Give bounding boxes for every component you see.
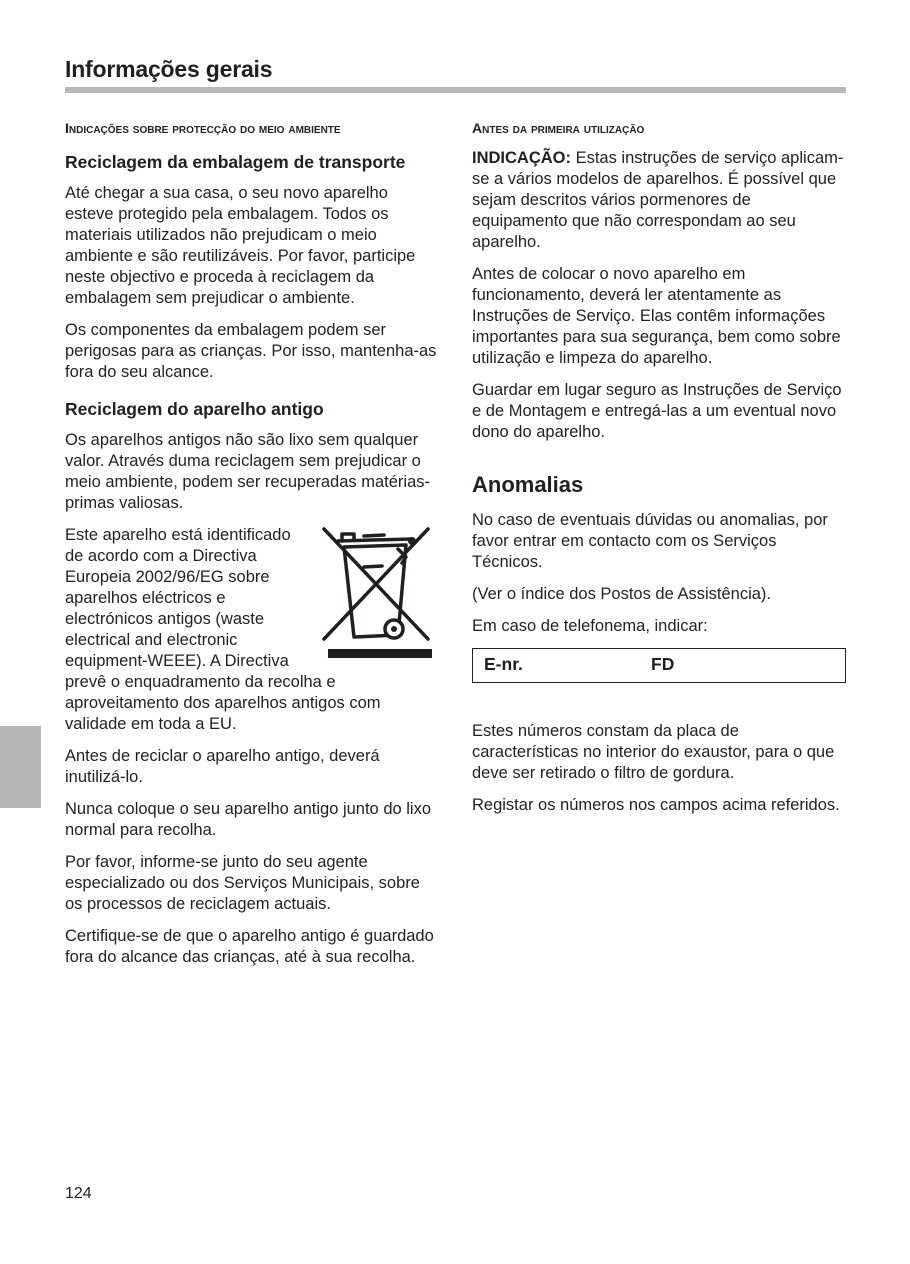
inform-paragraph: Por favor, informe-se junto do seu agente especializado ou dos Serviços Municipais, sobre os processos de reciclagem actuais.: [65, 853, 420, 913]
title-divider: [65, 87, 846, 93]
crossed-out-wheelie-bin-icon: [316, 527, 434, 659]
note-label: INDICAÇÃO:: [472, 149, 571, 167]
register-numbers-paragraph: Registar os números nos campos acima referidos.: [472, 796, 840, 814]
page-number: 124: [65, 1185, 92, 1202]
note-text: Estas instruções de serviço aplicam-se a vários modelos de aparelhos. É possível que sejam descritos vários pormenores de equipamento que não correspondam ao seu aparelho.: [472, 149, 844, 251]
packaging-paragraph: Até chegar a sua casa, o seu novo aparelho esteve protegido pela embalagem. Todos os materiais utilizados não prejudicam o meio ambiente e são reutilizáveis. Por favor, participe neste objectivo e proceda à reciclagem da embalagem sem prejudicar o ambiente.: [65, 184, 416, 307]
contact-paragraph: No caso de eventuais dúvidas ou anomalias, por favor entrar em contacto com os Serviços Técnicos.: [472, 511, 828, 571]
left-column: [65, 118, 440, 979]
weee-paragraph: Este aparelho está identificado de acordo com a Directiva Europeia 2002/96/EG sobre aparelhos eléctricos e electrónicos antigos (waste electrical and electronic equipment-WEEE). A Directiva prevê o enquadramento da recolha e aproveitamento dos aparelhos antigos com validade em toda a EU.: [65, 526, 381, 733]
environment-section-heading: Indicações sobre protecção do meio ambiente: [65, 120, 341, 136]
anomalies-heading: Anomalias: [472, 472, 584, 497]
keep-instructions-paragraph: Guardar em lugar seguro as Instruções de Serviço e de Montagem e entregá-las a um eventual novo dono do aparelho.: [472, 381, 842, 441]
chapter-side-tab: [0, 726, 41, 808]
note-paragraph: [472, 148, 846, 253]
normal-waste-paragraph: Nunca coloque o seu aparelho antigo junto do lixo normal para recolha.: [65, 800, 432, 839]
rating-plate-paragraph: Estes números constam da placa de características no interior do exaustor, para o que deve ser retirado o filtro de gordura.: [472, 722, 835, 782]
service-index-paragraph: (Ver o índice dos Postos de Assistência).: [472, 585, 771, 603]
packaging-danger-paragraph: Os componentes da embalagem podem ser perigosas para as crianças. Por isso, mantenha-as fora do seu alcance.: [65, 321, 437, 381]
first-use-section-heading: Antes da primeira utilização: [472, 120, 645, 136]
disable-appliance-paragraph: Antes de reciclar o aparelho antigo, deverá inutilizá-lo.: [65, 747, 380, 786]
enr-fd-field: [472, 648, 846, 683]
children-paragraph: Certifique-se de que o aparelho antigo é guardado fora do alcance das crianças, até à sua recolha.: [65, 927, 434, 966]
old-appliance-heading: Reciclagem do aparelho antigo: [65, 399, 324, 419]
weee-block: [65, 525, 440, 735]
enr-label: E-nr.: [484, 654, 523, 674]
old-appliance-paragraph: Os aparelhos antigos não são lixo sem qualquer valor. Através duma reciclagem sem prejudicar o meio ambiente, podem ser recuperadas matérias-primas valiosas.: [65, 431, 431, 512]
page-title: Informações gerais: [65, 56, 273, 82]
right-column: [472, 118, 846, 827]
fd-label: FD: [651, 654, 675, 674]
packaging-recycling-heading: Reciclagem da embalagem de transporte: [65, 152, 406, 172]
call-paragraph: Em caso de telefonema, indicar:: [472, 617, 708, 635]
read-instructions-paragraph: Antes de colocar o novo aparelho em funcionamento, deverá ler atentamente as Instruções de Serviço. Elas contêm informações importantes para sua segurança, bem como sobre utilização e limpeza do aparelho.: [472, 265, 841, 367]
